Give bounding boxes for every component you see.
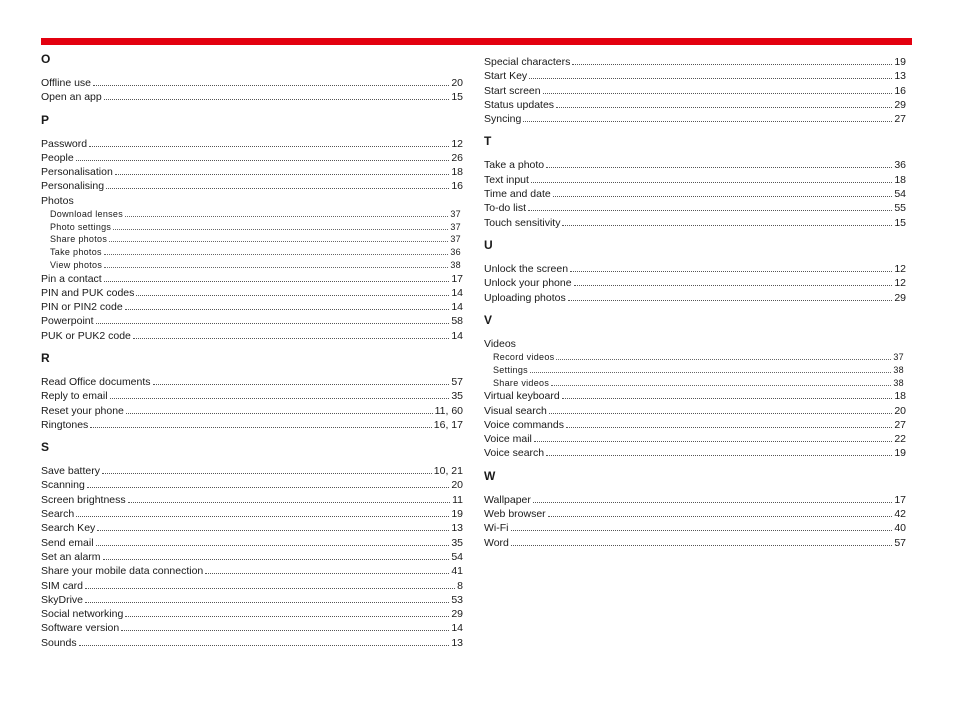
entry-label: Unlock the screen — [484, 262, 569, 275]
entry-page: 27 — [894, 113, 906, 126]
entry-label: Start screen — [484, 84, 541, 97]
subentry-page: 37 — [893, 352, 904, 363]
index-column-right — [484, 55, 906, 558]
entry-page: 27 — [894, 418, 906, 431]
entry-label: Pin a contact — [41, 272, 102, 285]
entry-page: 14 — [451, 329, 463, 342]
entry-page: 29 — [451, 608, 463, 621]
leader-dots — [530, 364, 891, 373]
entry-page: 57 — [451, 376, 463, 388]
leader-dots — [511, 536, 892, 546]
leader-dots — [90, 418, 432, 428]
index-entry[interactable] — [484, 418, 906, 432]
index-entry[interactable] — [484, 446, 906, 460]
index-entry[interactable] — [41, 564, 463, 578]
index-entry[interactable] — [41, 165, 463, 179]
entry-label: SkyDrive — [41, 593, 84, 606]
entry-page: 13 — [451, 522, 463, 535]
entry-page: 16 — [894, 84, 906, 97]
entry-label: Voice search — [484, 447, 545, 460]
subentry-page: 38 — [450, 259, 461, 270]
entry-label: People — [41, 151, 74, 164]
entry-page: 10, 21 — [433, 465, 463, 478]
entry-page: 11, 60 — [434, 404, 463, 417]
index-entry[interactable] — [41, 389, 463, 403]
entry-page: 15 — [451, 91, 463, 104]
leader-dots — [125, 208, 448, 217]
leader-dots — [562, 389, 893, 399]
leader-dots — [566, 418, 892, 428]
leader-dots — [76, 151, 450, 161]
index-entry[interactable] — [484, 389, 906, 403]
entry-label: Unlock your phone — [484, 277, 572, 290]
leader-dots — [556, 98, 892, 108]
leader-dots — [104, 246, 449, 255]
index-entry[interactable] — [484, 55, 906, 69]
leader-dots — [125, 300, 450, 310]
entry-label: Ringtones — [41, 418, 89, 431]
section-letter: R — [41, 351, 50, 365]
leader-dots — [109, 233, 448, 242]
index-subentry[interactable] — [41, 233, 463, 246]
entry-page: 26 — [451, 151, 463, 164]
subentry-page: 38 — [893, 377, 904, 388]
entry-page: 18 — [451, 166, 463, 179]
leader-dots — [546, 158, 892, 168]
leader-dots — [572, 55, 892, 65]
index-entry[interactable] — [41, 76, 463, 90]
leader-dots — [125, 607, 449, 617]
entry-page: 13 — [451, 636, 463, 649]
index-entry[interactable] — [484, 276, 906, 290]
index-entry[interactable] — [484, 98, 906, 112]
entry-page: 42 — [894, 508, 906, 520]
section-letter: T — [484, 134, 492, 149]
leader-dots — [104, 259, 448, 268]
leader-dots — [511, 521, 893, 531]
entry-page: 16, 17 — [433, 418, 463, 431]
leader-dots — [523, 112, 892, 122]
index-entry[interactable] — [41, 593, 463, 607]
entry-label: Read Office documents — [41, 376, 151, 388]
entry-label: Syncing — [484, 113, 522, 126]
entry-label: Status updates — [484, 98, 555, 111]
entry-page: 40 — [894, 522, 906, 535]
index-entry[interactable] — [41, 464, 463, 478]
entry-page: 57 — [894, 536, 906, 549]
entry-page: 14 — [451, 301, 463, 314]
entry-label: Visual search — [484, 404, 547, 417]
leader-dots — [115, 165, 450, 175]
index-entry[interactable] — [484, 112, 906, 126]
entry-page: 29 — [894, 291, 906, 304]
entry-label: Reset your phone — [41, 404, 124, 417]
leader-dots — [104, 90, 450, 100]
index-entry[interactable] — [484, 216, 906, 230]
entry-page: 20 — [894, 404, 906, 417]
entry-page: 20 — [451, 77, 463, 89]
entry-label: Special characters — [484, 56, 571, 68]
entry-label: Send email — [41, 536, 94, 549]
leader-dots — [76, 507, 449, 517]
entry-page: 53 — [451, 593, 463, 606]
subentry-page: 36 — [450, 247, 461, 258]
index-entry[interactable] — [41, 151, 463, 165]
entry-page: 35 — [451, 536, 463, 549]
entry-page: 14 — [451, 622, 463, 635]
index-entry-heading — [484, 337, 906, 351]
entry-page: 58 — [451, 315, 463, 328]
index-entry[interactable] — [41, 179, 463, 193]
leader-dots — [556, 351, 891, 360]
index-section-u — [484, 238, 906, 305]
entry-page: 36 — [894, 159, 906, 172]
section-letter: P — [41, 112, 50, 127]
entry-label: SIM card — [41, 579, 84, 592]
leader-dots — [549, 404, 892, 414]
entry-label: Voice commands — [484, 418, 564, 431]
index-entry[interactable] — [41, 404, 463, 418]
index-entry[interactable] — [41, 521, 463, 535]
leader-dots — [79, 636, 450, 646]
entry-label: Share your mobile data connection — [41, 565, 204, 578]
entry-label: Wi-Fi — [484, 522, 509, 535]
subentry-label: Share photos — [50, 234, 108, 245]
index-entry[interactable] — [41, 286, 463, 300]
index-subentry[interactable] — [41, 259, 463, 272]
index-entry[interactable] — [484, 262, 906, 276]
entry-page: 17 — [894, 493, 906, 506]
leader-dots — [136, 286, 449, 296]
index-entry[interactable] — [41, 272, 463, 286]
subentry-label: View photos — [50, 259, 103, 270]
index-entry[interactable] — [41, 418, 463, 432]
entry-label: Uploading photos — [484, 291, 566, 304]
entry-label: Time and date — [484, 188, 551, 201]
entry-page: 19 — [894, 56, 906, 68]
entry-page: 54 — [451, 550, 463, 563]
leader-dots — [96, 314, 450, 324]
index-entry[interactable] — [41, 329, 463, 343]
subentry-page: 37 — [450, 221, 461, 232]
entry-label: Set an alarm — [41, 550, 101, 563]
leader-dots — [531, 173, 892, 183]
leader-dots — [102, 464, 432, 474]
subentry-label: Take photos — [50, 247, 102, 258]
entry-page: 18 — [894, 390, 906, 403]
leader-dots — [110, 389, 450, 399]
leader-dots — [128, 493, 450, 503]
entry-label: Search — [41, 508, 75, 521]
leader-dots — [113, 221, 448, 230]
index-entry[interactable] — [41, 579, 463, 593]
subentry-page: 38 — [893, 364, 904, 375]
entry-label: Save battery — [41, 465, 100, 478]
entry-page: 19 — [894, 447, 906, 460]
entry-label: Scanning — [41, 479, 85, 492]
leader-dots — [529, 69, 892, 79]
entry-label: Software version — [41, 622, 120, 635]
entry-label: Web browser — [484, 508, 546, 520]
entry-page: 12 — [451, 137, 463, 150]
subentry-label: Share videos — [493, 377, 550, 388]
section-letter: W — [484, 468, 496, 483]
entry-label: PUK or PUK2 code — [41, 329, 131, 342]
entry-page: 11 — [452, 493, 463, 506]
entry-page: 54 — [894, 188, 906, 201]
entry-page: 55 — [894, 202, 906, 215]
entry-page: 12 — [894, 277, 906, 290]
leader-dots — [93, 76, 449, 86]
entry-label: Wallpaper — [484, 493, 531, 506]
leader-dots — [574, 276, 893, 286]
index-entry[interactable] — [41, 90, 463, 104]
leader-dots — [553, 187, 893, 197]
index-section-o — [41, 52, 463, 105]
entry-page: 16 — [451, 180, 463, 193]
index-entry[interactable] — [41, 375, 463, 389]
entry-label: Voice mail — [484, 433, 532, 446]
leader-dots — [87, 478, 450, 488]
index-entry[interactable] — [484, 69, 906, 83]
leader-dots — [133, 329, 449, 339]
entry-label: To-do list — [484, 202, 527, 215]
index-entry[interactable] — [41, 493, 463, 507]
section-letter: S — [41, 440, 50, 455]
leader-dots — [103, 550, 450, 560]
entry-label: Personalisation — [41, 166, 113, 179]
leader-dots — [85, 579, 455, 589]
leader-dots — [533, 493, 892, 503]
entry-page: 22 — [894, 433, 906, 446]
index-section-s-continued — [484, 55, 906, 126]
index-entry[interactable] — [484, 84, 906, 98]
entry-page: 18 — [894, 173, 906, 186]
entry-page: 8 — [457, 579, 463, 592]
subentry-page: 37 — [450, 234, 461, 245]
index-entry[interactable] — [484, 404, 906, 418]
index-subentry[interactable] — [484, 364, 906, 377]
entry-label: Take a photo — [484, 159, 545, 172]
entry-label: Touch sensitivity — [484, 216, 561, 229]
subentry-label: Download lenses — [50, 209, 124, 220]
leader-dots — [106, 179, 449, 189]
subentry-page: 37 — [450, 209, 461, 220]
section-letter: U — [484, 237, 493, 252]
leader-dots — [546, 446, 892, 456]
index-entry[interactable] — [41, 536, 463, 550]
entry-label: Personalising — [41, 180, 105, 193]
index-section-v — [484, 313, 906, 461]
subentry-label: Settings — [493, 364, 528, 375]
index-subentry[interactable] — [484, 351, 906, 364]
entry-label: Password — [41, 137, 88, 150]
leader-dots — [96, 536, 450, 546]
leader-dots — [97, 521, 449, 531]
leader-dots — [570, 262, 892, 272]
leader-dots — [126, 404, 433, 414]
entry-label: Virtual keyboard — [484, 390, 560, 403]
index-subentry[interactable] — [41, 221, 463, 234]
entry-label: Social networking — [41, 608, 124, 621]
index-entry[interactable] — [484, 201, 906, 215]
leader-dots — [89, 137, 449, 147]
index-section-w — [484, 469, 906, 550]
entry-page: 17 — [451, 272, 463, 285]
entry-label: Powerpoint — [41, 315, 94, 328]
leader-dots — [548, 507, 893, 517]
entry-label: Word — [484, 536, 509, 549]
entry-label: Open an app — [41, 91, 102, 104]
section-letter: O — [41, 52, 51, 66]
entry-label: Sounds — [41, 636, 77, 649]
index-entry-heading — [41, 194, 463, 208]
leader-dots — [121, 621, 449, 631]
entry-page: 15 — [894, 216, 906, 229]
index-entry[interactable] — [41, 636, 463, 650]
leader-dots — [104, 272, 450, 282]
entry-label: Screen brightness — [41, 493, 126, 506]
leader-dots — [568, 291, 893, 301]
index-entry[interactable] — [41, 314, 463, 328]
index-subentry[interactable] — [41, 246, 463, 259]
accent-bar — [41, 38, 912, 45]
entry-label: Search Key — [41, 522, 96, 535]
subentry-label: Photo settings — [50, 221, 112, 232]
index-entry[interactable] — [41, 607, 463, 621]
leader-dots — [562, 216, 892, 226]
index-subentry[interactable] — [41, 208, 463, 221]
index-entry[interactable] — [484, 432, 906, 446]
index-entry[interactable] — [41, 300, 463, 314]
entry-page: 12 — [894, 262, 906, 275]
index-entry[interactable] — [484, 493, 906, 507]
leader-dots — [534, 432, 892, 442]
index-section-p — [41, 113, 463, 343]
leader-dots — [205, 564, 449, 574]
index-section-s — [41, 440, 463, 650]
index-entry[interactable] — [484, 521, 906, 535]
leader-dots — [153, 375, 450, 385]
index-entry[interactable] — [484, 158, 906, 172]
entry-page: 35 — [451, 390, 463, 403]
index-subentry[interactable] — [484, 377, 906, 390]
index-entry[interactable] — [41, 550, 463, 564]
entry-label: PIN and PUK codes — [41, 286, 135, 299]
leader-dots — [528, 201, 892, 211]
index-entry[interactable] — [41, 621, 463, 635]
leader-dots — [85, 593, 449, 603]
index-section-t — [484, 134, 906, 229]
entry-label: Offline use — [41, 77, 92, 89]
index-section-r — [41, 351, 463, 432]
entry-label: Videos — [484, 337, 516, 350]
entry-page: 29 — [894, 98, 906, 111]
subentry-label: Record videos — [493, 352, 555, 363]
entry-label: Start Key — [484, 70, 528, 83]
index-entry[interactable] — [484, 187, 906, 201]
index-entry[interactable] — [41, 137, 463, 151]
leader-dots — [543, 84, 893, 94]
entry-label: Photos — [41, 194, 74, 207]
entry-page: 19 — [451, 508, 463, 521]
entry-page: 14 — [451, 286, 463, 299]
index-entry[interactable] — [484, 507, 906, 521]
index-column-left — [41, 52, 463, 658]
entry-label: Text input — [484, 173, 529, 186]
section-letter: V — [484, 312, 493, 327]
index-entry[interactable] — [41, 478, 463, 492]
index-entry[interactable] — [41, 507, 463, 521]
leader-dots — [551, 377, 891, 386]
entry-page: 41 — [451, 565, 463, 578]
entry-page: 20 — [451, 479, 463, 492]
entry-label: Reply to email — [41, 390, 108, 403]
entry-label: PIN or PIN2 code — [41, 301, 123, 314]
index-entry[interactable] — [484, 173, 906, 187]
index-entry[interactable] — [484, 536, 906, 550]
entry-page: 13 — [894, 70, 906, 83]
index-entry[interactable] — [484, 291, 906, 305]
